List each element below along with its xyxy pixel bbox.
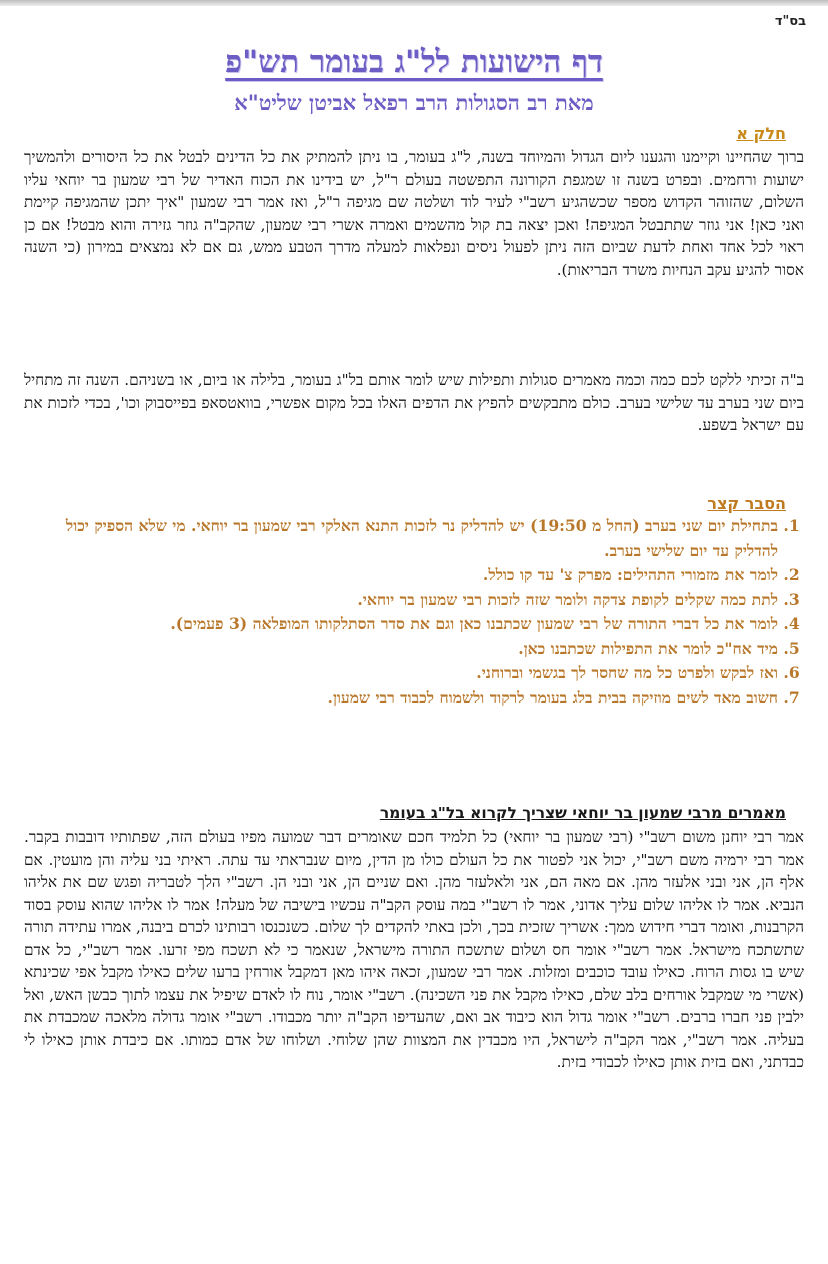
collection-paragraph: ב"ה זכיתי ללקט לכם כמה וכמה מאמרים סגולות ותפילות שיש לומר אותם בל"ג בעומר, בלילה או ביום, או בשניהם. השנה זה מתחיל ביום שני בערב עד שלישי בערב. כולם מתבקשים להפיץ את הדפים האלו בכל מקום אפשרי, בוואטסאפ בפייסבוק וכו', בכדי לזכות את עם ישראל בשפע. — [24, 371, 804, 434]
steps-list — [36, 514, 804, 710]
bsd-mark: בס"ד — [774, 14, 806, 29]
list-item: 1. בתחילת יום שני בערב (החל מ 19:50) יש להדליק נר לזכות התנא האלקי רבי שמעון בר יוחאי. מי שלא הספיק יכול להדליק עד יום שלישי בערב. — [36, 514, 778, 563]
intro-paragraph: ברוך שהחיינו וקיימנו והגענו ליום הגדול והמיוחד בשנה, ל"ג בעומר, בו ניתן להמתיק את כל הדינים לבטל את כל היסורים ולהמשיך ישועות ורחמים. ובפרט בשנה זו שמגפת הקורונה התפשטה בעולם ר"ל, יש בידינו את הכוח האדיר של רבי שמעון בר יוחאי עליו השלום, שהזוהר הקדוש מספר שכשהגיע רשב"י לעיר לוד ושלטה שם מגיפה ר"ל, ואז אמר רבי שמעון "איך יתכן שהמגיפה קיימת ואני כאן! אני גוזר שתתבטל המגיפה! ואכן יצאה בת קול מהשמים ואמרה אשרי רבי שמעון, שהקב"ה גוזר גזירה והוא מבטל! אם כן ראוי לכל אחד ואחת לדעת שביום הזה ניתן לפעול ניסים ונפלאות למעלה מדרך הטבע ממש, גם אם לא נמצאים במירון (כי השנה אסור להגיע עקב הנחיות משרד הבריאות). — [24, 148, 804, 279]
list-item: 7. חשוב מאד לשים מוזיקה בבית בלג בעומר לרקוד ולשמוח לכבוד רבי שמעון. — [36, 686, 778, 711]
sayings-paragraph: אמר רבי יוחנן משום רשב"י (רבי שמעון בר יוחאי) כל תלמיד חכם שאומרים דבר שמועה מפיו בעולם הזה, שפתותיו דובבות בקבר. אמר רבי ירמיה משם רשב"י, יכול אני לפטור את כל העולם כולו מן הדין, מיום שנבראתי עד עתה. ראיתי בני עליה והן מועטין. אם אלף הן, אני ובני אלעזר מהן. אם מאה הם, אני ולאלעזר מהן. ואם שניים הן, אני ובני הן. רשב"י הלך לטבריה ופגש שם את אליהו הנביא. אמר לו אליהו שלום עליך אדוני, אמר לו רשב"י במה עוסק הקב"ה עכשיו בישיבה של מעלה! אמר לו אליהו שהוא עוסק בסוד הקרבנות, ואומר דברי חידוש ממך: אשריך שזכית בכך, ולכן באתי להקדים לך שלום. כשנכנסו רבותינו לכרם ביבנה, אמרו עתידה תורה שתשתכח מישראל. אמר רשב"י אומר חס ושלום שתשכח התורה מישראל, שנאמר כי לא תשכח מפי זרעו. אמר רשב"י, כל אדם שיש בו גסות הרוח. כאילו עובד כוכבים ומזלות. אמר רבי שמעון, זכאה איהו מאן דמקבל אורחין ברעו שלים כאילו מקבל אפי שכינתא (אשרי מי שמקבל אורחים בלב שלם, כאילו מקבל את פני השכינה). רשב"י אומר, נוח לו לאדם שיפיל את עצמו לתוך כבשן האש, ואל ילבין פני חברו ברבים. רשב"י אומר גדול הוא כיבוד אב ואם, שהעדיפו הקב"ה יותר מכבודו. רשב"י אומר גדולה מלאכה שמכבדת את בעליה. אמר רשב"י, אמר הקב"ה לישראל, היו מכבדין את המצוות שהן שלוחי. ושלוחו של אדם כמותו. אם כיבדת אותן כאילו לי כבדתני, ואם בזית אותן כאילו לכבודי בזית. — [24, 828, 804, 1071]
list-item: 5. מיד אח"כ לומר את התפילות שכתבנו כאן. — [36, 637, 778, 662]
list-item: 4. לומר את כל דברי התורה של רבי שמעון שכתבנו כאן וגם את סדר הסתלקותו המופלאה (3 פעמים). — [36, 612, 778, 637]
list-item: 6. ואז לבקש ולפרט כל מה שחסר לך בגשמי וברוחני. — [36, 661, 778, 686]
section-heading-short-explanation: הסבר קצר — [707, 494, 786, 513]
page-subtitle: מאת רב הסגולות הרב רפאל אביטן שליט"א — [234, 90, 594, 115]
list-item: 2. לומר את מזמורי התהילים: מפרק צ' עד קו כולל. — [36, 563, 778, 588]
list-item: 3. לתת כמה שקלים לקופת צדקה ולומר שזה לזכות רבי שמעון בר יוחאי. — [36, 588, 778, 613]
top-shadow-bar — [0, 0, 828, 6]
section-heading-sayings: מאמרים מרבי שמעון בר יוחאי שצריך לקרוא בל"ג בעומר — [379, 804, 786, 822]
page-title: דף הישועות לל"ג בעומר תש"פ — [225, 44, 603, 80]
section-heading-part1: חלק א — [736, 124, 786, 143]
